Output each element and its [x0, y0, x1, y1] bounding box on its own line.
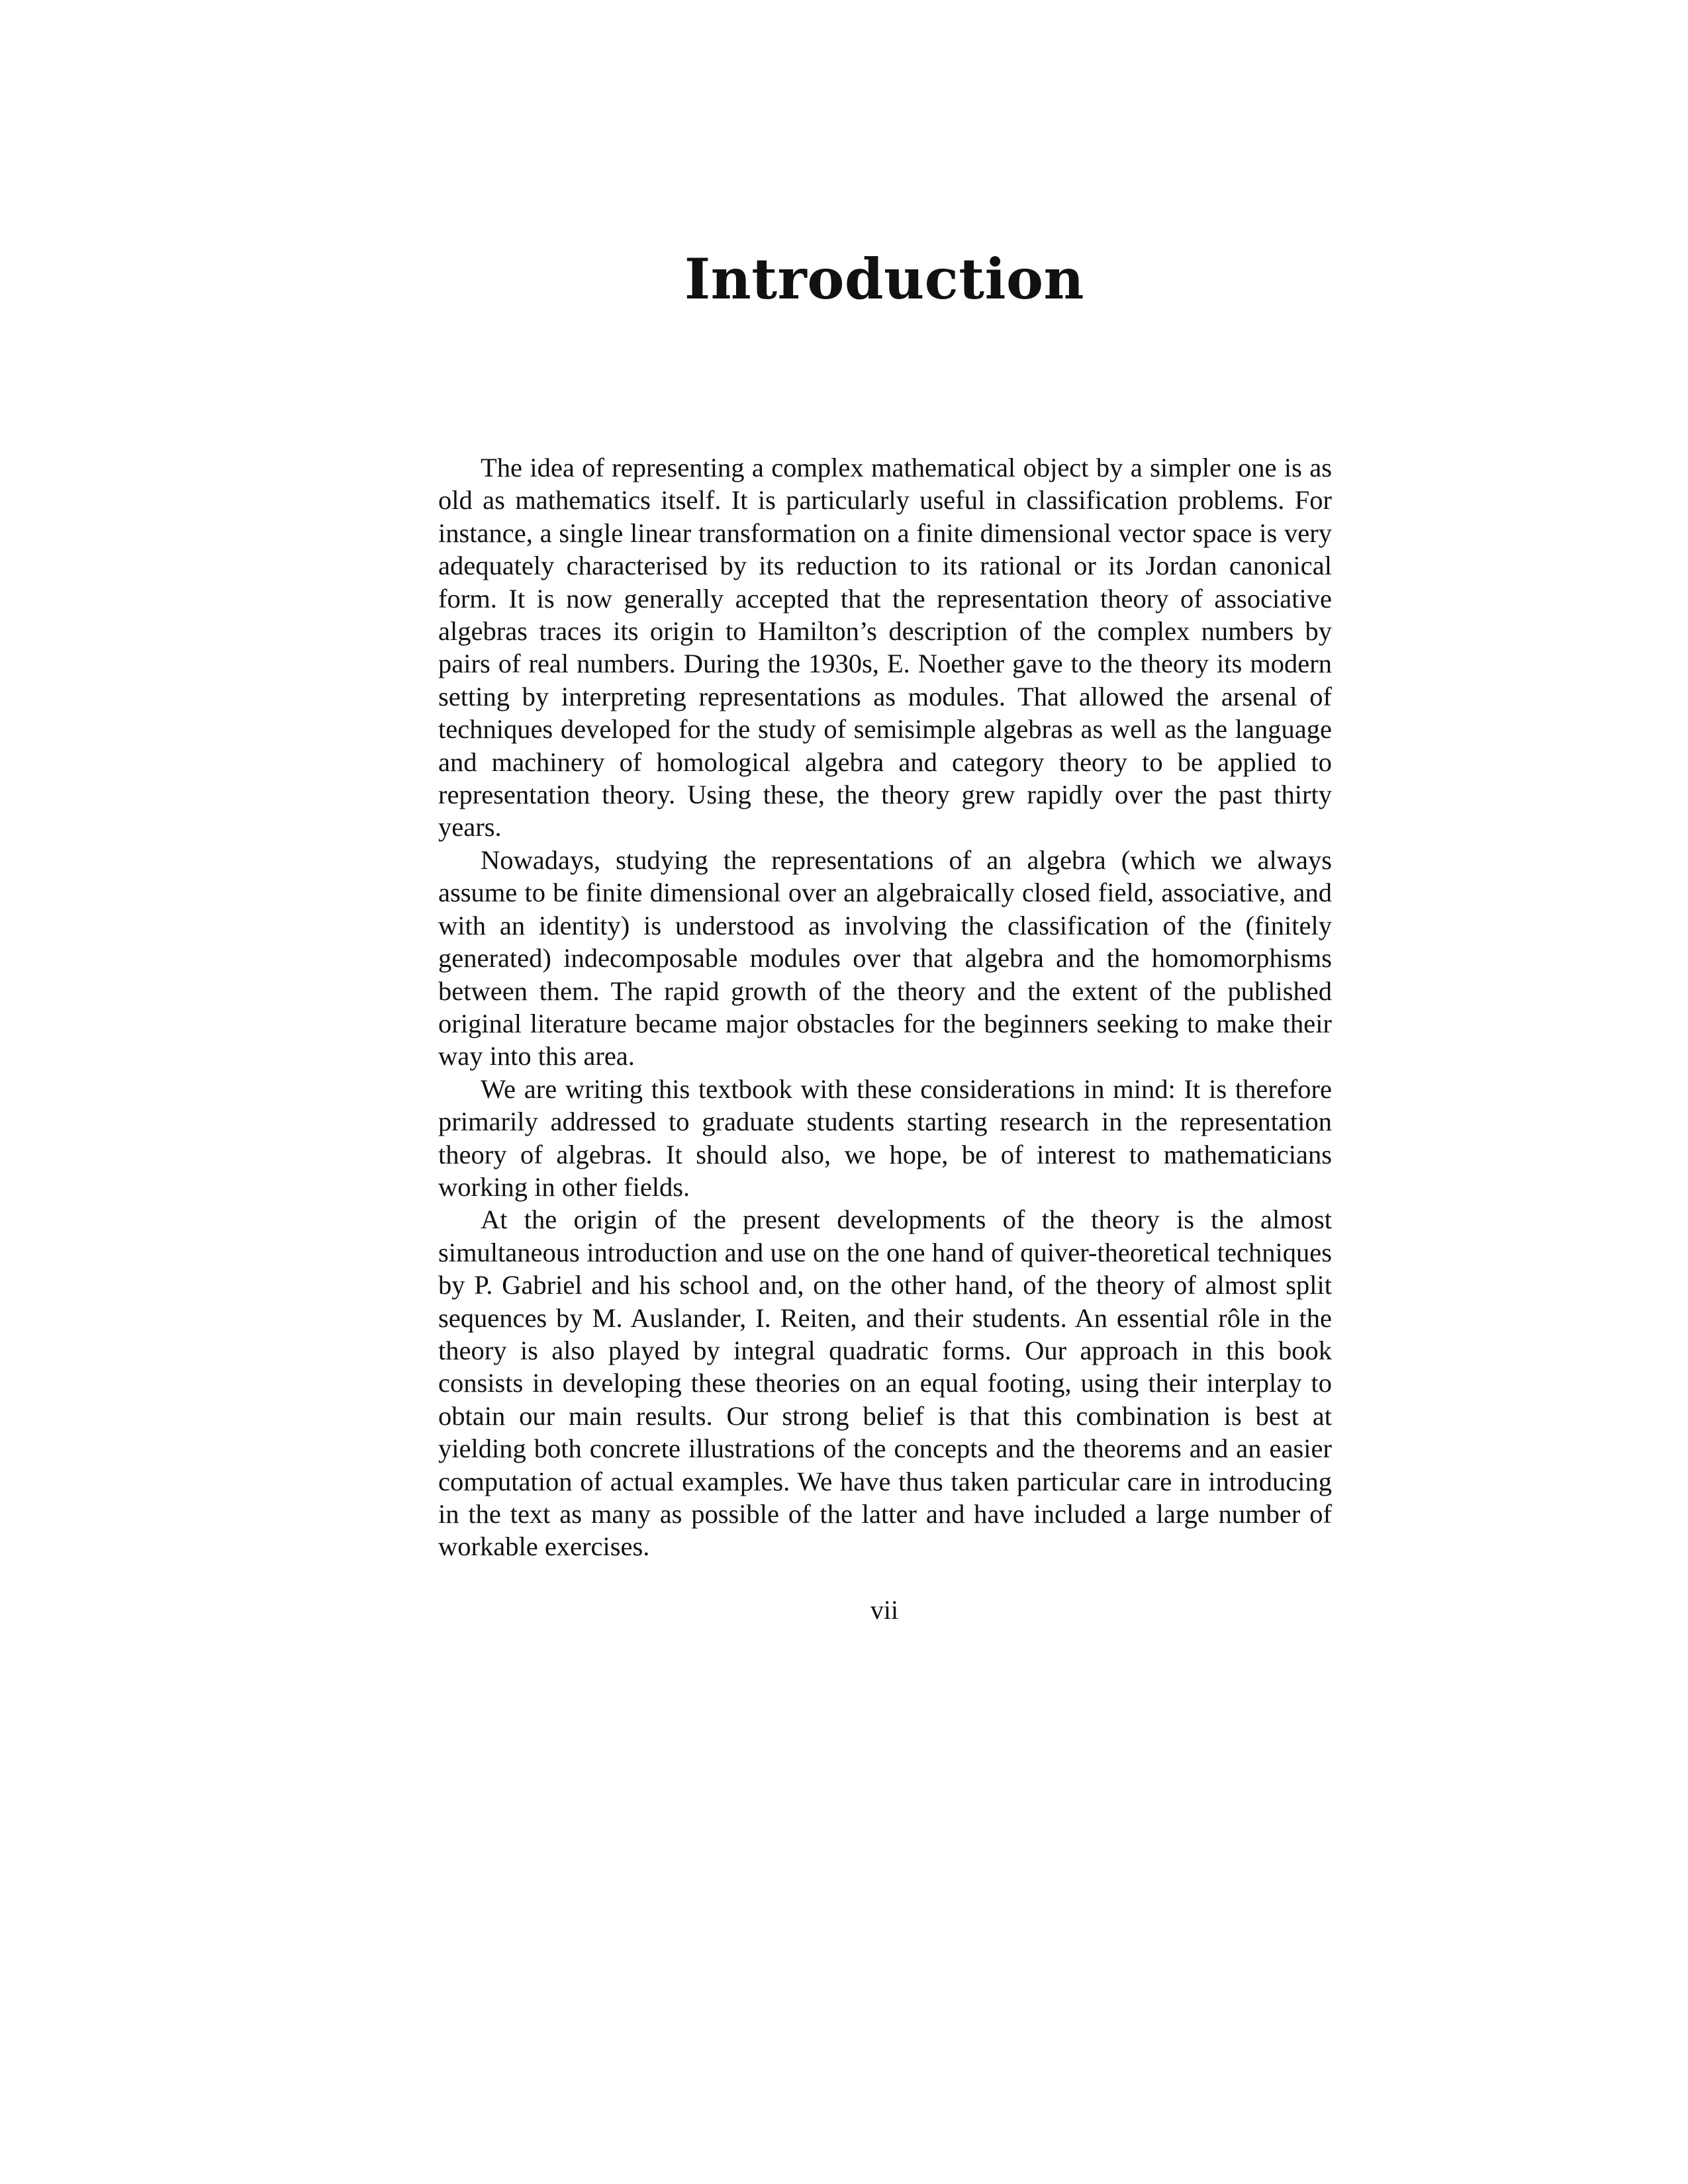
chapter-title: Introduction — [684, 246, 1085, 312]
introduction-body — [438, 451, 1332, 1563]
page-number: vii — [870, 1595, 899, 1625]
paragraph-4: At the origin of the present developments of the theory is the almost simultaneous introduction and use on the one hand of quiver-theoretical techniques by P. Gabriel and his school and, on the other hand, of the theory of almost split sequences by M. Auslander, I. Reiten, and their students. An essential rôle in the theory is also played by integral quadratic forms. Our approach in this book consists in developing these theories on an equal footing, using their interplay to obtain our main results. Our strong belief is that this combination is best at yielding both concrete illustrations of the concepts and the theorems and an easier computation of actual examples. We have thus taken particular care in introducing in the text as many as possible of the latter and have included a large number of workable exercises. — [438, 1205, 1332, 1562]
paragraph-2: Nowadays, studying the representations of an algebra (which we always assume to be finite dimensional over an algebraically closed field, associative, and with an identity) is understood as involving the classification of the (finitely generated) indecomposable modules over that algebra and the homomorphisms between them. The rapid growth of the theory and the extent of the published original literature became major obstacles for the beginners seeking to make their way into this area. — [438, 844, 1332, 1071]
paragraph-3: We are writing this textbook with these considerations in mind: It is therefore primarily addressed to graduate students starting research in the representation theory of algebras. It should also, we hope, be of interest to mathematicians working in other fields. — [438, 1073, 1332, 1202]
paragraph-1: The idea of representing a complex mathematical object by a simpler one is as old as mathematics itself. It is particularly useful in classification problems. For instance, a single linear transformation on a finite dimensional vector space is very adequately characterised by its reduction to its rational or its Jordan canonical form. It is now generally accepted that the representation theory of associative algebras traces its origin to Hamilton’s description of the complex numbers by pairs of real numbers. During the 1930s, E. Noether gave to the theory its modern setting by interpreting representations as modules. That allowed the arsenal of techniques developed for the study of semisimple algebras as well as the language and machinery of homological algebra and category theory to be applied to representation theory. Using these, the theory grew rapidly over the past thirty years. — [438, 453, 1332, 842]
